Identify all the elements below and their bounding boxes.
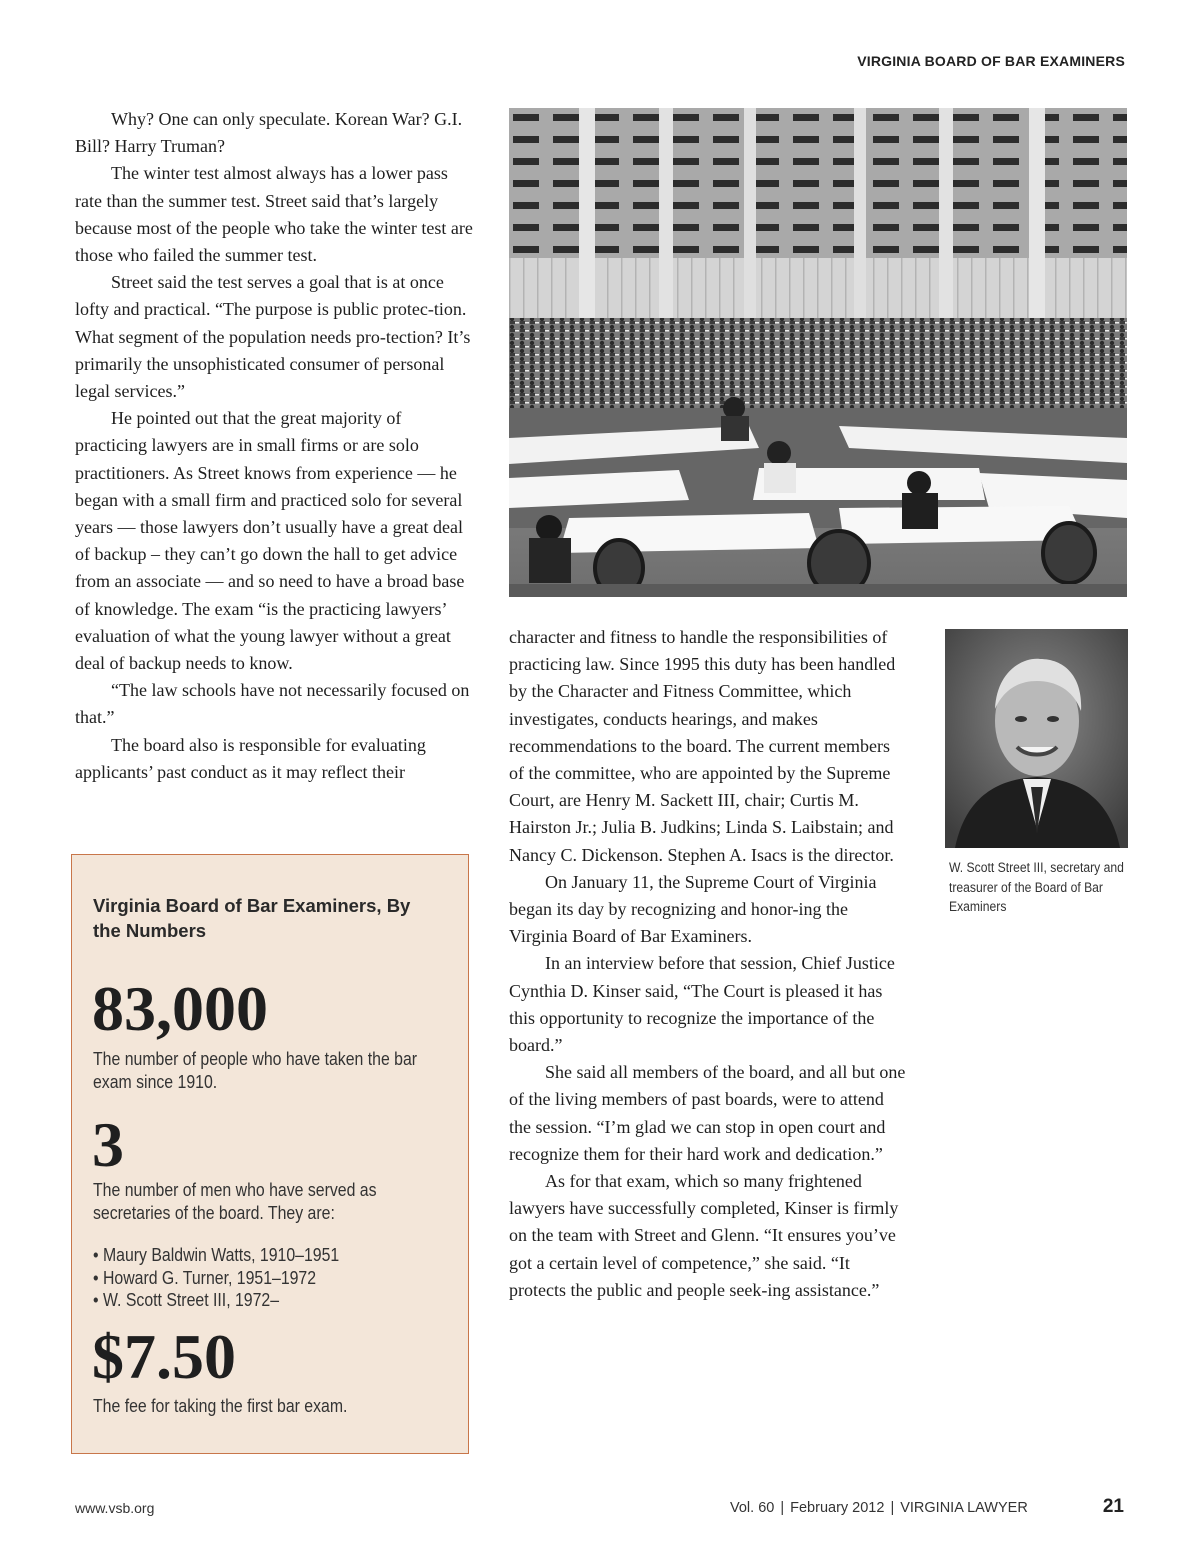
article-paragraph: Street said the test serves a goal that is at once lofty and practical. “The purpose is public protec-tion. What segment of the population needs pro-tection? It’s primarily the unsophisticated consumer of personal legal services.”: [75, 272, 471, 402]
article-paragraph: In an interview before that session, Chief Justice Cynthia D. Kinser said, “The Court is pleased it has this opportunity to recognize the importance of the board.”: [509, 953, 895, 1056]
article-paragraph: On January 11, the Supreme Court of Virginia began its day by recognizing and honor-ing the Virginia Board of Bar Examiners.: [509, 871, 877, 947]
exam-hall-illustration: [509, 108, 1127, 597]
list-item: • Maury Baldwin Watts, 1910–1951: [93, 1244, 445, 1267]
article-paragraph: The winter test almost always has a lower pass rate than the summer test. Street said that’s largely because most of the people who take the winter test are those who failed the summer test.: [75, 163, 473, 266]
article-paragraph: character and fitness to handle the responsibilities of practicing law. Since 1995 this duty has been handled by the Character and Fitness Committee, which investigates, conducts hearings, and makes recommendations to the board. The current members of the committee, who are appointed by the Supreme Court, are Henry M. Sackett III, chair; Curtis M. Hairston Jr.; Julia B. Judkins; Linda S. Laibstain; and Nancy C. Dickenson. Stephen A. Isacs is the director.: [509, 627, 896, 865]
stat-value: 3: [92, 1109, 124, 1180]
stat-description: The number of men who have served as secretaries of the board. They are:: [93, 1180, 377, 1223]
stat-description: The number of people who have taken the bar exam since 1910.: [93, 1049, 418, 1092]
by-the-numbers-sidebar: [71, 854, 469, 1454]
article-paragraph: As for that exam, which so many frightened lawyers have successfully completed, Kinser is firmly on the team with Street and Glenn. “It ensures you’ve got a certain level of competence,” she said. “It protects the public and people seek-ing assistance.”: [509, 1171, 899, 1300]
stat-description: The fee for taking the first bar exam.: [93, 1396, 348, 1416]
footer-date: February 2012: [790, 1500, 885, 1516]
article-column-middle: [509, 624, 909, 1304]
article-paragraph: She said all members of the board, and all but one of the living members of past boards, were to attend the session. “I’m glad we can stop in open court and recognize them for their hard work and dedication.”: [509, 1062, 906, 1164]
stat-value: 83,000: [92, 973, 268, 1044]
page-number: 21: [1102, 1496, 1124, 1517]
exam-hall-photo: [509, 108, 1127, 597]
portrait-caption: W. Scott Street III, secretary and treasurer of the Board of Bar Examiners: [949, 860, 1124, 914]
article-paragraph: He pointed out that the great majority of practicing lawyers are in small firms or are solo practitioners. As Street knows from experience — he began with a small firm and practiced solo for several years — those lawyers don’t usually have a great deal of backup – they can’t go down the hall to get advice from an associate — and so need to have a broad base of knowledge. The exam “is the practicing lawyers’ evaluation of what the young lawyer without a great deal of backup needs to know.: [75, 408, 465, 674]
running-head: VIRGINIA BOARD OF BAR EXAMINERS: [857, 53, 1125, 69]
stat-value: $7.50: [92, 1321, 236, 1392]
list-item: • W. Scott Street III, 1972–: [93, 1289, 445, 1312]
footer-issue-info: Vol. 60 | February 2012 | VIRGINIA LAWYER: [730, 1500, 1028, 1516]
article-column-left: [75, 106, 475, 786]
article-paragraph: “The law schools have not necessarily focused on that.”: [75, 680, 470, 728]
portrait-photo: [945, 629, 1128, 848]
footer-volume: Vol. 60: [730, 1500, 775, 1516]
footer-url[interactable]: www.vsb.org: [75, 1500, 155, 1516]
footer-magazine: VIRGINIA LAWYER: [900, 1500, 1028, 1516]
list-item: • Howard G. Turner, 1951–1972: [93, 1267, 445, 1290]
portrait-illustration: [945, 629, 1128, 848]
article-paragraph: Why? One can only speculate. Korean War? G.I. Bill? Harry Truman?: [75, 109, 463, 157]
article-paragraph: The board also is responsible for evaluating applicants’ past conduct as it may reflect their: [75, 734, 426, 782]
sidebar-title: Virginia Board of Bar Examiners, By the Numbers: [93, 895, 411, 941]
secretaries-list: [93, 1244, 445, 1312]
